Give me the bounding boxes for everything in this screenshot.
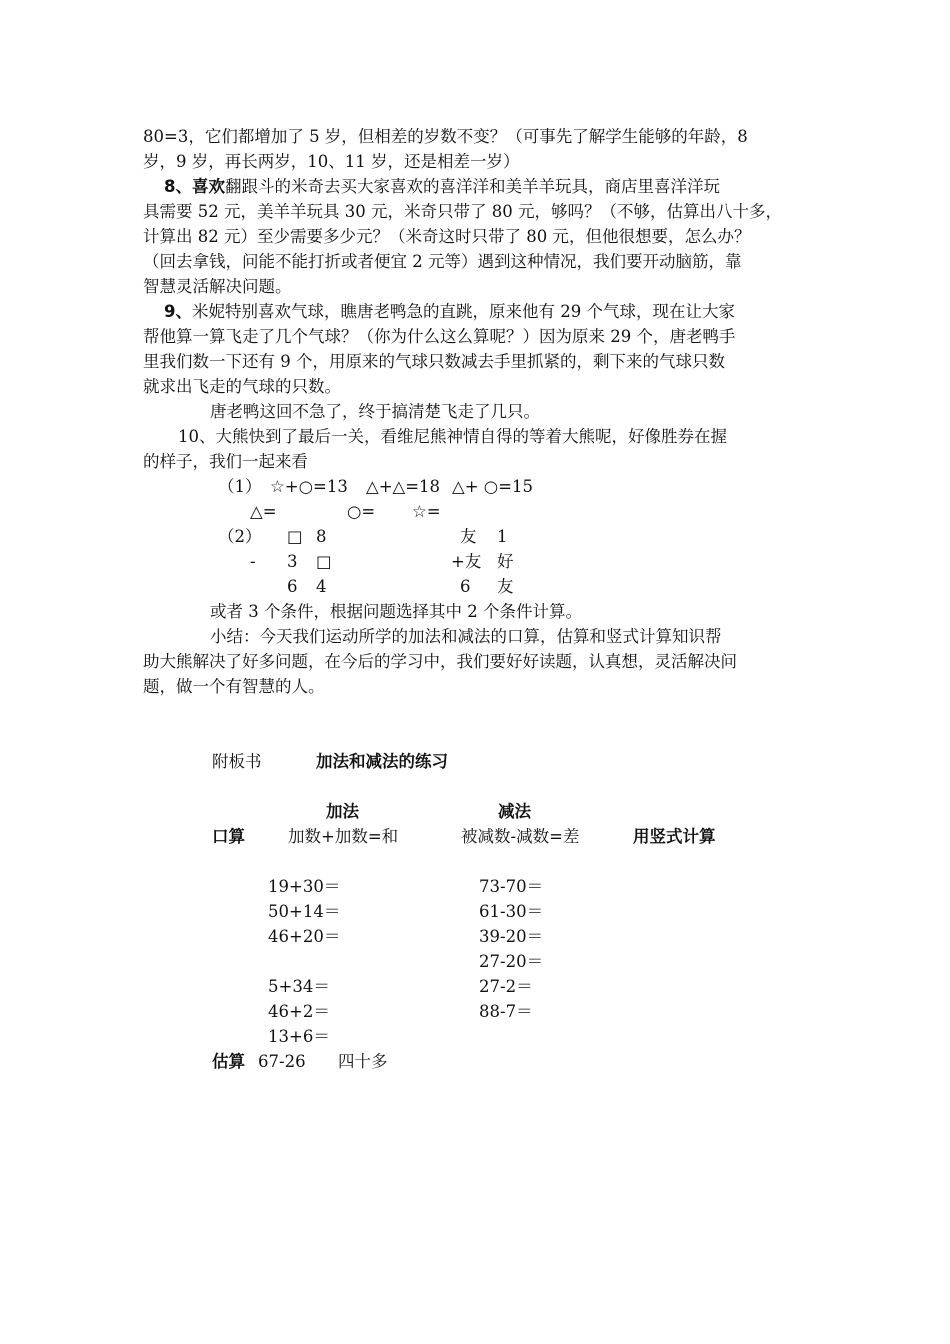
subtraction-item: 39-20＝ [479,927,544,946]
puzzle2-right-digit: 好 [497,552,514,571]
vertical-calc-label: 用竖式计算 [633,827,716,846]
puzzle2-left-operator: - [250,552,256,571]
text-line: 助大熊解决了好多问题，在今后的学习中，我们要好好读题，认真想，灵活解决问 [143,652,737,671]
board-label: 附板书 [212,752,262,771]
puzzle1-label: （1） [218,477,262,496]
board-title: 加法和减法的练习 [316,752,448,771]
addition-item: 5+34＝ [268,977,330,996]
oral-calc-label: 口算 [212,827,245,846]
addition-formula: 加数+加数=和 [288,827,399,846]
puzzle2-label: （2） [218,527,262,546]
conditions-note: 或者 3 个条件，根据问题选择其中 2 个条件计算。 [210,602,582,621]
addition-item: 19+30＝ [268,877,341,896]
puzzle1-equation-2: △+△=18 [366,477,441,496]
paragraph-10 [143,424,811,474]
subtraction-item: 61-30＝ [479,902,544,921]
puzzle2-left-digit: 8 [316,527,327,546]
text-line: 具需要 52 元，美羊羊玩具 30 元，米奇只带了 80 元，够吗？（不够，估算出八十多， [143,202,782,221]
paragraph-9b: 唐老鸭这回不急了，终于搞清楚飞走了几只。 [210,402,540,421]
puzzle1-answer-1: △= [250,502,277,521]
text-line: 智慧灵活解决问题。 [143,277,292,296]
subtraction-header: 减法 [498,802,531,821]
subtraction-item: 27-2＝ [479,977,533,996]
puzzle1-equation-1: ☆+○=13 [270,477,348,496]
text-line: 题，做一个有智慧的人。 [143,677,325,696]
item-number: 9、 [163,302,192,321]
item-number: 8、喜欢 [163,177,225,196]
puzzle1-equation-3: △+ ○=15 [452,477,533,496]
text-line: 岁，9 岁，再长两岁，10、11 岁，还是相差一岁） [143,152,520,171]
text-line [143,299,811,324]
puzzle1-answer-2: ○= [347,502,376,521]
text-line: 小结：今天我们运动所学的加法和减法的口算，估算和竖式计算知识帮 [210,627,722,646]
puzzle2-right-digit: 友 [460,527,477,546]
puzzle2-right-digit: 友 [497,577,514,596]
text-line: 的样子，我们一起来看 [143,452,308,471]
subtraction-item: 73-70＝ [479,877,544,896]
puzzle2-left-digit: 6 [287,577,298,596]
puzzle2-left-digit: □ [316,552,332,571]
addition-item: 46+20＝ [268,927,341,946]
estimate-label: 估算 [212,1052,245,1071]
text-line-content: 米妮特别喜欢气球，瞧唐老鸭急的直跳，原来他有 29 个气球，现在让大家 [191,302,735,321]
text-line-content: 翻跟斗的米奇去买大家喜欢的喜洋洋和美羊羊玩具，商店里喜洋洋玩 [224,177,720,196]
text-line: 计算出 82 元）至少需要多少元？（米奇这时只带了 80 元，但他很想要，怎么办？ [143,227,751,246]
paragraph-9 [143,299,811,399]
text-line [143,174,811,199]
puzzle2-right-digit: 6 [460,577,471,596]
paragraph-7-continued [143,124,811,174]
puzzle2-right-digit: +友 [451,552,482,571]
subtraction-item: 27-20＝ [479,952,544,971]
text-line: （回去拿钱，问能不能打折或者便宜 2 元等）遇到这种情况，我们要开动脑筋，靠 [143,252,742,271]
estimate-answer: 四十多 [338,1052,388,1071]
text-line: 帮他算一算飞走了几个气球？（你为什么这么算呢？）因为原来 29 个，唐老鸭手 [143,327,736,346]
addition-item: 13+6＝ [268,1027,330,1046]
puzzle2-left-digit: 3 [287,552,298,571]
text-line: 里我们数一下还有 9 个，用原来的气球只数减去手里抓紧的，剩下来的气球只数 [143,352,725,371]
text-line: 80=3，它们都增加了 5 岁，但相差的岁数不变？（可事先了解学生能够的年龄，8 [143,127,748,146]
text-line: 就求出飞走的气球的只数。 [143,377,341,396]
summary [143,624,811,699]
addition-header: 加法 [326,802,359,821]
puzzle1-answer-3: ☆= [412,502,441,521]
puzzle2-left-digit: □ [287,527,303,546]
estimate-expression: 67-26 [258,1052,306,1071]
subtraction-formula: 被减数-减数=差 [461,827,580,846]
subtraction-item: 88-7＝ [479,1002,533,1021]
addition-item: 50+14＝ [268,902,341,921]
paragraph-8 [143,174,811,299]
puzzle2-right-digit: 1 [497,527,508,546]
puzzle2-left-digit: 4 [316,577,327,596]
addition-item: 46+2＝ [268,1002,330,1021]
text-line: 10、大熊快到了最后一关，看维尼熊神情自得的等着大熊呢，好像胜券在握 [178,427,727,446]
